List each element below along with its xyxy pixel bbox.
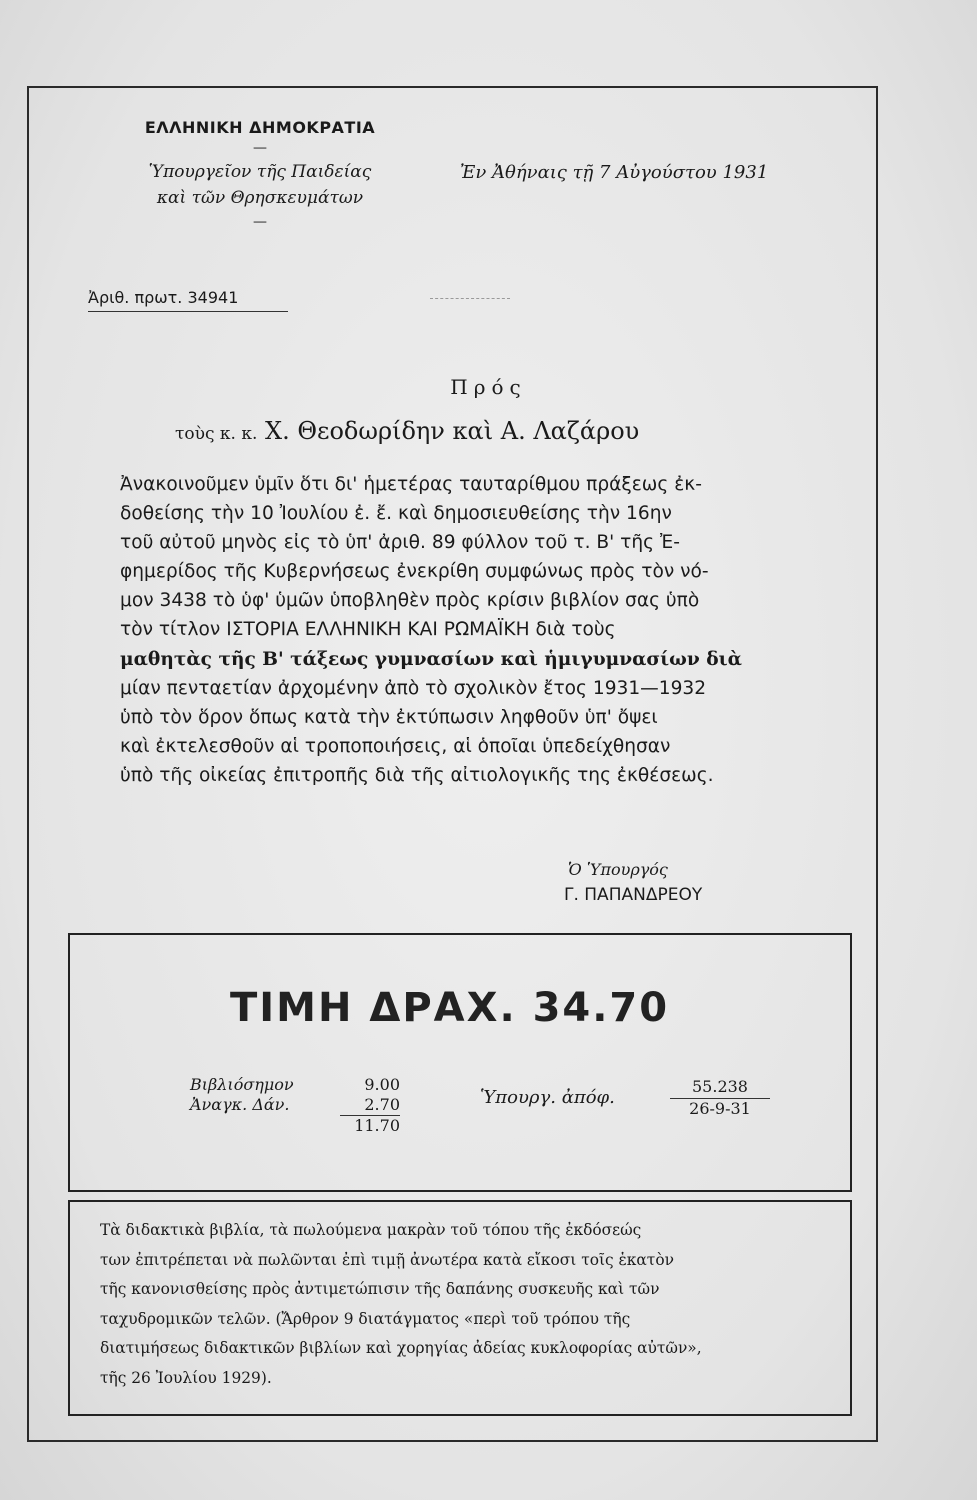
date-line: Ἐν Ἀθήναις τῇ 7 Αὐγούστου 1931 — [460, 162, 769, 183]
note-line: διατιμήσεως διδακτικῶν βιβλίων καὶ χορηγίας ἀδείας κυκλοφορίας αὐτῶν», — [100, 1339, 702, 1357]
note-line: τῆς 26 Ἰουλίου 1929). — [100, 1368, 272, 1387]
stamp-label: Βιβλιόσημον — [190, 1075, 294, 1094]
header-divider-2: — — [253, 214, 267, 230]
body-line: καὶ ἐκτελεσθοῦν αἱ τροποποιήσεις, αἱ ὁποῖαι ὑπεδείχθησαν — [120, 735, 671, 757]
body-line: φημερίδος τῆς Κυβερνήσεως ἐνεκρίθη συμφώνως πρὸς τὸν νό- — [120, 561, 709, 583]
decision-number: 55.238 — [670, 1077, 770, 1099]
price-calculation — [190, 1075, 400, 1135]
decision-date: 26-9-31 — [689, 1099, 751, 1118]
note-line: των ἐπιτρέπεται νὰ πωλῶνται ἐπὶ τιμῇ ἀνωτέρα κατὰ εἴκοσι τοῖς ἑκατὸν — [100, 1250, 674, 1269]
sales-note-box — [68, 1200, 852, 1416]
header-divider: — — [253, 140, 267, 156]
decision-reference — [670, 1077, 770, 1118]
body-line: ὑπὸ τῆς οἰκείας ἐπιτροπῆς διὰ τῆς αἰτιολογικῆς της ἐκθέσεως. — [120, 764, 714, 786]
body-line: δοθείσης τὴν 10 Ἰουλίου ἐ. ἔ. καὶ δημοσιευθείσης τὴν 16ην — [120, 503, 672, 525]
signer-name: Γ. ΠΑΠΑΝΔΡΕΟΥ — [564, 885, 703, 905]
note-line: ταχυδρομικῶν τελῶν. (Ἄρθρον 9 διατάγματος «περὶ τοῦ τρόπου τῆς — [100, 1309, 631, 1328]
decision-label: Ὑπουργ. ἀπόφ. — [480, 1087, 615, 1108]
signer-title: Ὁ Ὑπουργός — [568, 860, 668, 879]
fee-value: 2.70 — [364, 1095, 400, 1114]
price-title: ΤΙΜΗ ΔΡΑΧ. 34.70 — [230, 985, 670, 1031]
body-line: μαθητὰς τῆς Β' τάξεως γυμνασίων καὶ ἡμιγυμνασίων διὰ — [120, 648, 742, 670]
body-line: Ἀνακοινοῦμεν ὑμῖν ὅτι δι' ἡμετέρας ταυταρίθμου πράξεως ἐκ- — [120, 474, 702, 495]
addressee-prefix: τοὺς κ. κ. — [175, 424, 258, 444]
body-line: μον 3438 τὸ ὑφ' ὑμῶν ὑποβληθὲν πρὸς κρίσιν βιβλίον σας ὑπὸ — [120, 590, 700, 612]
note-line: Τὰ διδακτικὰ βιβλία, τὰ πωλούμενα μακρὰν τοῦ τόπου τῆς ἐκδόσεώς — [100, 1221, 642, 1239]
price-box — [68, 933, 852, 1192]
republic-title: ΕΛΛΗΝΙΚΗ ΔΗΜΟΚΡΑΤΙΑ — [144, 118, 376, 137]
addressee-line — [175, 417, 639, 445]
stamp-value: 9.00 — [364, 1075, 400, 1094]
body-line: ὑπὸ τὸν ὅρον ὅπως κατὰ τὴν ἐκτύπωσιν ληφθοῦν ὑπ' ὄψει — [120, 706, 658, 728]
body-line: μίαν πενταετίαν ἀρχομένην ἀπὸ τὸ σχολικὸν ἔτος 1931—1932 — [120, 677, 707, 699]
ministry-name-line2: καὶ τῶν Θρησκευμάτων — [156, 188, 364, 208]
ministry-header — [110, 118, 410, 233]
protocol-number: Ἀριθ. πρωτ. 34941 — [88, 288, 288, 312]
subtotal-value: 11.70 — [340, 1115, 400, 1135]
fee-label: Ἀναγκ. Δάν. — [190, 1095, 290, 1114]
note-line: τῆς κανονισθείσης πρὸς ἀντιμετώπισιν τῆς δαπάνης συσκευῆς καὶ τῶν — [100, 1280, 660, 1298]
body-line: τοῦ αὐτοῦ μηνὸς εἰς τὸ ὑπ' ἀριθ. 89 φύλλον τοῦ τ. Β' τῆς Ἐ- — [120, 532, 680, 554]
protocol-dashed-line — [430, 298, 510, 299]
addressee-names: Χ. Θεοδωρίδην καὶ Α. Λαζάρου — [265, 417, 640, 445]
body-line: τὸν τίτλον ΙΣΤΟΡΙΑ ΕΛΛΗΝΙΚΗ ΚΑΙ ΡΩΜΑΪΚΗ διὰ τοὺς — [120, 619, 616, 641]
ministry-name-line1: Ὑπουργεῖον τῆς Παιδείας — [148, 162, 372, 182]
sales-note-text — [100, 1216, 820, 1393]
letter-body — [120, 470, 820, 790]
to-heading: Πρός — [450, 375, 527, 399]
